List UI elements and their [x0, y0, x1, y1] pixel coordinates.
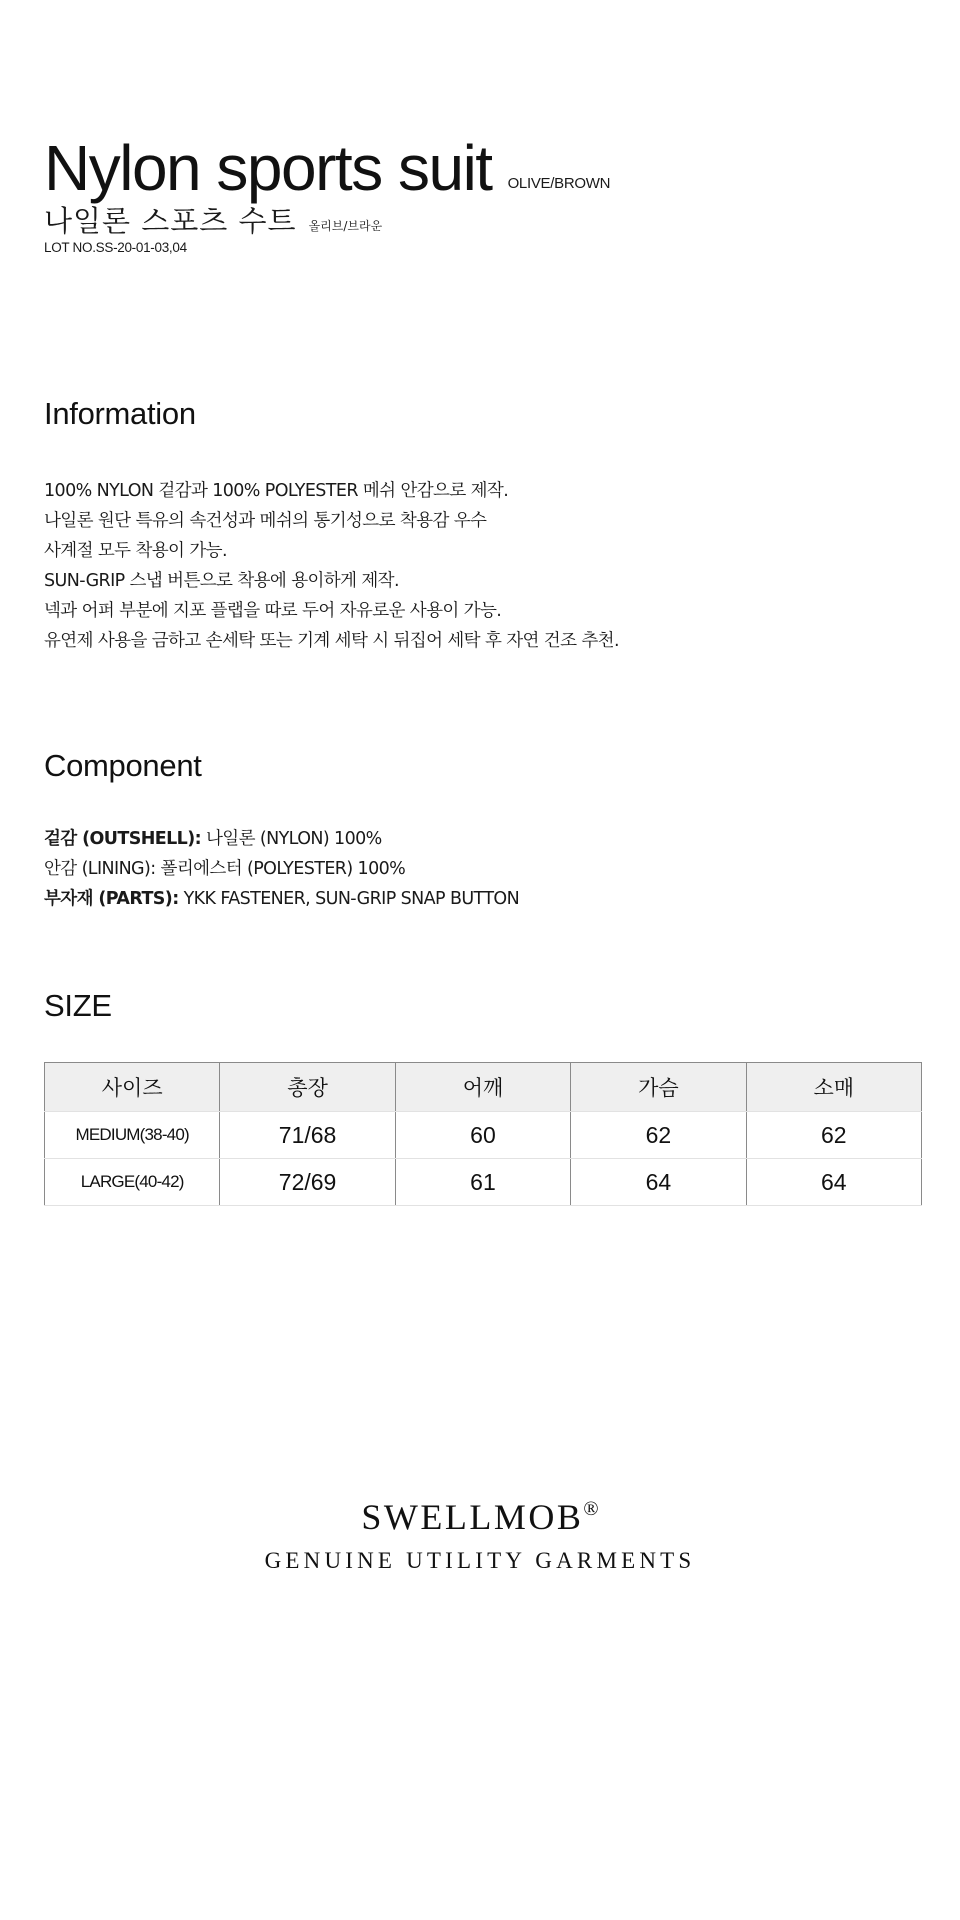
component-label: 부자재 (PARTS):	[44, 889, 179, 909]
size-cell: 61	[395, 1159, 570, 1206]
lot-number: LOT NO.SS-20-01-03,04	[44, 240, 187, 255]
size-header-cell: 총장	[220, 1063, 395, 1112]
component-value: 나일론 (NYLON) 100%	[201, 829, 382, 849]
product-color-en: OLIVE/BROWN	[507, 175, 611, 192]
information-line: 나일론 원단 특유의 속건성과 메쉬의 통기성으로 착용감 우수	[44, 511, 487, 531]
product-title-ko: 나일론 스포츠 수트	[44, 204, 297, 238]
component-value: YKK FASTENER, SUN-GRIP SNAP BUTTON	[178, 889, 520, 909]
size-cell: 62	[746, 1112, 921, 1159]
information-heading: Information	[44, 396, 196, 431]
size-header-cell: 소매	[746, 1063, 921, 1112]
size-cell: 64	[571, 1159, 746, 1206]
information-line: 유연제 사용을 금하고 손세탁 또는 기계 세탁 시 뒤집어 세탁 후 자연 건조 추천.	[44, 631, 619, 651]
component-heading: Component	[44, 748, 202, 783]
size-cell: LARGE(40-42)	[45, 1159, 220, 1206]
component-list	[44, 824, 519, 914]
component-row	[44, 884, 519, 914]
title-row-ko	[44, 204, 382, 238]
information-list	[44, 476, 619, 656]
information-line: SUN-GRIP 스냅 버튼으로 착용에 용이하게 제작.	[44, 571, 399, 591]
product-color-ko: 올리브/브라운	[308, 219, 383, 233]
size-table	[44, 1062, 922, 1206]
information-line: 넥과 어퍼 부분에 지포 플랩을 따로 두어 자유로운 사용이 가능.	[44, 601, 502, 621]
brand-tagline: GENUINE UTILITY GARMENTS	[264, 1548, 696, 1573]
table-row	[45, 1112, 922, 1159]
size-table-header-row	[45, 1063, 922, 1112]
size-cell: 64	[746, 1159, 921, 1206]
table-row	[45, 1159, 922, 1206]
size-cell: 72/69	[220, 1159, 395, 1206]
size-header-cell: 사이즈	[45, 1063, 220, 1112]
size-cell: MEDIUM(38-40)	[45, 1112, 220, 1159]
component-row	[44, 854, 519, 884]
brand-name: SWELLMOB	[361, 1497, 584, 1537]
size-cell: 62	[571, 1112, 746, 1159]
size-cell: 60	[395, 1112, 570, 1159]
brand-logo	[0, 1496, 960, 1538]
component-row	[44, 824, 519, 854]
component-label: 겉감 (OUTSHELL):	[44, 829, 202, 849]
product-title-en: Nylon sports suit	[44, 132, 492, 204]
title-row	[44, 132, 611, 204]
size-header-cell: 어깨	[395, 1063, 570, 1112]
size-header-cell: 가슴	[571, 1063, 746, 1112]
information-line: 사계절 모두 착용이 가능.	[44, 541, 227, 561]
component-value: 폴리에스터 (POLYESTER) 100%	[155, 859, 406, 879]
component-label: 안감 (LINING):	[44, 859, 156, 879]
size-heading: SIZE	[44, 988, 112, 1023]
information-line: 100% NYLON 겉감과 100% POLYESTER 메쉬 안감으로 제작.	[44, 481, 509, 501]
registered-mark: ®	[583, 1498, 599, 1520]
size-cell: 71/68	[220, 1112, 395, 1159]
